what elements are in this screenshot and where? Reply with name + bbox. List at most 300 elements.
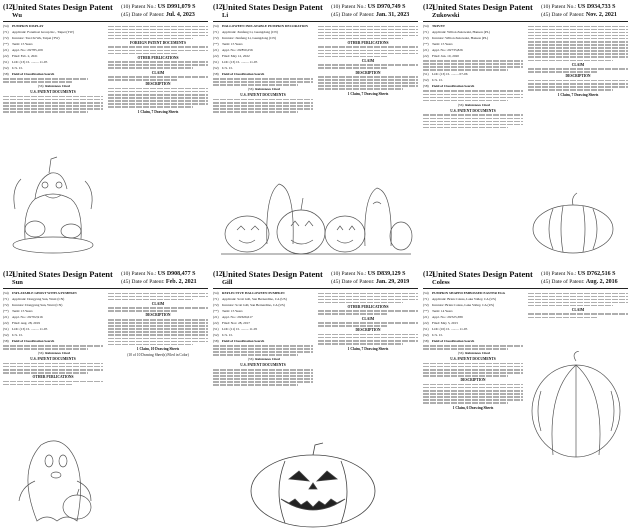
code: (21) (423, 314, 429, 319)
applicant-field (423, 297, 523, 302)
right-column (108, 24, 208, 114)
text-line (108, 293, 208, 295)
inventor: Dongyang Sun, Wuxi (CN) (25, 302, 63, 307)
text-line (213, 81, 313, 83)
field-search (423, 84, 523, 89)
uscl-field (3, 333, 103, 338)
applicant-field (423, 30, 523, 35)
doc-kind-code: (12) (423, 3, 435, 11)
text-line (213, 354, 298, 356)
term-field (3, 309, 103, 314)
doc-kind-code: (12) (213, 3, 225, 11)
text-line (108, 338, 208, 340)
text-line (108, 344, 193, 346)
text-line (318, 343, 403, 345)
label: Term: (222, 308, 231, 313)
code: (52) (423, 332, 429, 337)
reflective-pumpkin-figure (233, 441, 393, 528)
code: (52) (3, 65, 9, 70)
code: (54) (3, 291, 9, 295)
refs-field (3, 84, 103, 89)
label: Applicant: (12, 29, 27, 34)
code: (21) (3, 314, 9, 319)
text-line (108, 331, 208, 333)
patent-number-line (121, 271, 196, 277)
text-line (3, 363, 103, 365)
inventor: Jianfeng Li, Guangdong (CN) (235, 35, 276, 40)
us-docs-heading: U.S. PATENT DOCUMENTS (30, 357, 76, 362)
text-line (318, 76, 418, 78)
text-line (213, 378, 313, 380)
code: (51) (3, 326, 9, 331)
text-line (528, 86, 628, 88)
text-line (318, 325, 388, 327)
text-line (528, 89, 613, 91)
appl-no: 29/735,826 (447, 47, 463, 52)
inventor-field (3, 303, 103, 308)
text-line (318, 310, 418, 312)
text-line (528, 35, 628, 37)
label: Filed: (432, 320, 440, 325)
text-line (108, 322, 208, 324)
left-column (423, 24, 523, 130)
claim-heading: CLAIM (571, 307, 585, 312)
text-line (423, 396, 523, 398)
text-line (423, 69, 508, 71)
us-docs-heading: U.S. PATENT DOCUMENTS (30, 90, 76, 95)
text-line (213, 384, 298, 386)
patent-page-1 (3, 3, 208, 261)
claim-heading: CLAIM (571, 62, 585, 67)
code: (51) (423, 326, 429, 331)
refs-field (423, 103, 523, 108)
description-heading: DESCRIPTION (565, 74, 591, 79)
code: (56) (247, 87, 254, 92)
text-line (528, 60, 613, 62)
code: (71) (423, 29, 429, 34)
field-search (3, 339, 103, 344)
patent-date-line (121, 12, 195, 18)
claim-heading: CLAIM (361, 58, 375, 63)
label: Appl. No.: (432, 47, 447, 52)
patent-header (213, 3, 418, 22)
refs-field (213, 357, 313, 362)
locarno: LOC (13) Cl. ......... 07-06 (432, 72, 468, 77)
code: (22) (3, 320, 9, 325)
code: (**) (213, 308, 219, 313)
label: Term: (432, 308, 441, 313)
header-inventor: Zukowski (432, 12, 460, 19)
text-line (3, 366, 103, 368)
appl-no: 29/525,389 (447, 314, 463, 319)
text-line (528, 296, 628, 298)
right-column (318, 24, 418, 96)
locarno: LOC (13) Cl. ......... 11-05 (12, 326, 48, 331)
label: Filed: (432, 53, 440, 58)
number-label: Patent No.: (131, 271, 157, 277)
code: (**) (423, 308, 429, 313)
text-line (318, 32, 418, 34)
code-45: (45) (121, 279, 131, 285)
patent-date-line (331, 279, 409, 285)
left-column (3, 24, 103, 114)
text-line (528, 53, 628, 55)
text-line (318, 322, 418, 324)
text-line (528, 29, 628, 31)
text-line (528, 68, 628, 70)
text-line (108, 35, 208, 37)
us-docs-heading: U.S. PATENT DOCUMENTS (240, 363, 286, 368)
text-line (318, 88, 403, 90)
applicant-field (3, 297, 103, 302)
title-field (213, 24, 313, 29)
code: (51) (423, 72, 429, 77)
applicant: Scott Gill, San Bernardino, CA (US) (237, 296, 287, 301)
refs-heading: References Cited (465, 102, 490, 107)
loc-field (3, 327, 103, 332)
text-line (528, 302, 628, 304)
text-line (108, 88, 208, 90)
text-line (213, 348, 313, 350)
text-line (3, 81, 73, 83)
code: (**) (423, 41, 429, 46)
text-line (108, 46, 208, 48)
text-line (108, 106, 193, 108)
text-line (423, 121, 523, 123)
text-line (3, 102, 103, 104)
loc-field (423, 72, 523, 77)
text-line (213, 84, 298, 86)
code: (54) (423, 24, 429, 28)
code: (58) (3, 71, 9, 76)
code: (71) (213, 29, 219, 34)
code: (52) (423, 78, 429, 83)
applicant-field (3, 30, 103, 35)
text-line (423, 124, 523, 126)
claims-count: 1 Claim, 7 Drawing Sheets (347, 92, 389, 96)
filed-field (213, 321, 313, 326)
text-line (3, 108, 103, 110)
label: Filed: (222, 320, 230, 325)
code: (56) (457, 351, 464, 356)
patent-header (3, 3, 208, 22)
label: U.S. Cl. (222, 65, 233, 70)
text-line (108, 26, 208, 28)
text-line (528, 32, 628, 34)
code: (22) (423, 320, 429, 325)
text-line (318, 53, 418, 55)
code-45: (45) (331, 12, 341, 18)
refs-heading: References Cited (45, 351, 70, 356)
code-10: (10) (541, 271, 551, 277)
code: (22) (213, 320, 219, 325)
header-title: United States Design Patent (222, 3, 323, 12)
text-line (423, 97, 523, 99)
text-line (3, 345, 103, 347)
applicant: Foremost Group Inc., Taipei (TW) (27, 29, 74, 34)
term: 14 Years (440, 308, 453, 313)
text-line (318, 313, 388, 315)
text-line (108, 94, 208, 96)
claims-count: 1 Claim, 7 Drawing Sheets (137, 109, 179, 114)
patent-page-2 (213, 3, 418, 261)
text-line (318, 46, 418, 48)
text-line (108, 325, 208, 327)
pumpkin-display-figure (5, 149, 101, 259)
patent-date: Jan. 29, 2019 (375, 279, 410, 285)
number-label: Patent No.: (341, 4, 367, 10)
code: (54) (213, 24, 219, 28)
claim-heading: CLAIM (151, 301, 165, 306)
text-line (423, 63, 523, 65)
text-line (423, 345, 523, 347)
text-line (423, 348, 508, 350)
other-pubs-heading: OTHER PUBLICATIONS (137, 55, 179, 60)
date-label: Date of Patent: (131, 12, 165, 18)
text-line (423, 114, 523, 116)
code: (22) (213, 53, 219, 58)
doc-kind-code: (12) (3, 270, 15, 278)
code: (58) (423, 84, 429, 89)
header-title: United States Design Patent (222, 270, 323, 279)
appl-no: 29/626,617 (237, 314, 253, 319)
other-pubs-heading: OTHER PUBLICATIONS (32, 375, 74, 380)
text-line (108, 53, 178, 55)
appl-no: 29/702,916 (27, 314, 43, 319)
text-line (423, 369, 523, 371)
date-label: Date of Patent: (551, 279, 585, 285)
patent-number: US D762,516 S (577, 271, 616, 277)
filed-date: Jun. 10, 2020 (440, 53, 460, 58)
refs-heading: References Cited (255, 87, 280, 92)
code: (22) (423, 53, 429, 58)
code-45: (45) (121, 12, 131, 18)
text-line (213, 111, 298, 113)
right-column (528, 291, 628, 320)
text-line (108, 296, 208, 298)
loc-field (423, 327, 523, 332)
claims-count: 1 Claim, 10 Drawing Sheets (136, 347, 180, 352)
inventor-field (3, 36, 103, 41)
text-line (528, 71, 598, 73)
header-inventor: Sun (12, 279, 23, 286)
text-line (213, 102, 313, 104)
text-line (423, 94, 523, 96)
other-pubs-heading: OTHER PUBLICATIONS (347, 40, 389, 45)
code: (72) (3, 35, 9, 40)
text-line (423, 127, 508, 129)
code: (72) (213, 302, 219, 307)
code: (56) (37, 84, 44, 89)
filed-date: May 5, 2015 (440, 320, 459, 325)
header-title: United States Design Patent (12, 270, 113, 279)
text-line (108, 61, 208, 63)
text-line (423, 402, 508, 404)
design-title: PUMPKIN DISPLAY (12, 24, 44, 28)
term: 15 Years (20, 308, 33, 313)
design-title: REFLECTIVE HALLOWEEN PUMPKIN (222, 291, 285, 295)
locarno: LOC (13) Cl. ......... 11-05 (12, 59, 48, 64)
text-line (423, 100, 508, 102)
uscl-field (423, 333, 523, 338)
term-field (423, 42, 523, 47)
label: Filed: (12, 53, 20, 58)
code: (58) (3, 338, 9, 343)
text-line (108, 76, 208, 78)
label: Inventor: (222, 35, 235, 40)
text-line (423, 118, 523, 120)
locarno: LOC (11) Cl. ......... 11-05 (222, 326, 258, 331)
label: Appl. No.: (12, 47, 27, 52)
appl-no: 29/850,256 (237, 47, 253, 52)
left-column (213, 291, 313, 388)
header-inventor: Coless (432, 279, 450, 286)
text-line (528, 47, 628, 49)
inventor-field (423, 303, 523, 308)
code: (71) (3, 296, 9, 301)
term: 15 Years (230, 308, 243, 313)
text-line (108, 334, 208, 336)
text-line (3, 96, 103, 98)
patent-number: US D970,749 S (367, 4, 406, 10)
patent-number: US D991,079 S (157, 4, 196, 10)
text-line (528, 80, 628, 82)
text-line (108, 103, 208, 105)
patent-date: Aug. 2, 2016 (585, 279, 618, 285)
refs-heading: References Cited (465, 351, 490, 356)
code: (21) (213, 314, 219, 319)
code-45: (45) (541, 279, 551, 285)
text-line (108, 67, 193, 69)
label: Inventor: (12, 35, 25, 40)
date-label: Date of Patent: (551, 12, 585, 18)
term-field (213, 42, 313, 47)
applicant: Jianfeng Li, Guangdong (CN) (237, 29, 278, 34)
label: Inventor: (432, 302, 445, 307)
text-line (213, 345, 313, 347)
text-line (423, 60, 523, 62)
date-label: Date of Patent: (341, 279, 375, 285)
applicant: Dongyang Sun, Wuxi (CN) (27, 296, 65, 301)
text-line (423, 387, 523, 389)
text-line (528, 44, 628, 46)
code-10: (10) (331, 271, 341, 277)
date-label: Date of Patent: (131, 279, 165, 285)
patent-date: Feb. 2, 2021 (165, 279, 197, 285)
figure-drawing (523, 189, 623, 259)
term: 15 Years (20, 41, 33, 46)
inventor: Scott Gill, San Bernardino, CA (US) (235, 302, 285, 307)
code: (51) (213, 59, 219, 64)
code: (56) (247, 357, 254, 362)
text-line (318, 296, 418, 298)
label: Inventor: (222, 302, 235, 307)
text-line (108, 310, 178, 312)
code: (54) (423, 291, 429, 295)
code: (**) (3, 308, 9, 313)
right-column (108, 291, 208, 357)
text-line (528, 38, 628, 40)
code: (21) (423, 47, 429, 52)
left-column (3, 291, 103, 387)
design-title: INFLATABLE GHOST WITH A PUMPKIN (12, 291, 77, 295)
left-column (213, 24, 313, 114)
text-line (318, 299, 418, 301)
text-line (3, 105, 103, 107)
title-field (423, 24, 523, 29)
header-title: United States Design Patent (432, 270, 533, 279)
code: (72) (3, 302, 9, 307)
date-label: Date of Patent: (341, 12, 375, 18)
text-line (3, 369, 103, 371)
patent-date: Jul. 4, 2023 (165, 12, 195, 18)
number-label: Patent No.: (341, 271, 367, 277)
text-line (213, 351, 313, 353)
patent-header (423, 3, 628, 22)
label: Applicant: (222, 29, 237, 34)
refs-field (213, 87, 313, 92)
filed-field (213, 54, 313, 59)
loc-field (213, 60, 313, 65)
term: 15 Years (440, 41, 453, 46)
text-line (3, 78, 88, 80)
doc-kind-code: (12) (423, 270, 435, 278)
label: Field of Classification Search (222, 71, 265, 76)
loc-field (213, 327, 313, 332)
header-inventor: Gill (222, 279, 233, 286)
header-title: United States Design Patent (432, 3, 533, 12)
loc-field (3, 60, 103, 65)
text-line (318, 340, 418, 342)
patent-page-4 (3, 270, 208, 528)
inventor-field (213, 36, 313, 41)
text-line (318, 67, 388, 69)
field-search (423, 339, 523, 344)
label: Field of Classification Search (12, 71, 55, 76)
label: Field of Classification Search (432, 84, 475, 89)
inventor-field (213, 303, 313, 308)
code-10: (10) (121, 4, 131, 10)
locarno: LOC (10) Cl. ......... 11-05 (432, 326, 468, 331)
header-inventor: Li (222, 12, 229, 19)
applicant-field (213, 297, 313, 302)
code: (72) (213, 35, 219, 40)
text-line (318, 50, 418, 52)
text-line (423, 399, 523, 401)
refs-field (3, 351, 103, 356)
label: Filed: (222, 53, 230, 58)
text-line (318, 334, 418, 336)
filed-date: Aug. 28, 2019 (20, 320, 40, 325)
text-line (318, 35, 418, 37)
text-line (3, 348, 88, 350)
text-line (423, 384, 523, 386)
field-search (213, 339, 313, 344)
label: Applicant: (12, 296, 27, 301)
code: (72) (423, 35, 429, 40)
inflatable-pumpkins-figure (217, 174, 413, 260)
label: Appl. No.: (12, 314, 27, 319)
label: U.S. Cl. (12, 65, 23, 70)
patent-date: Jan. 31, 2023 (375, 12, 410, 18)
text-line (3, 372, 88, 374)
inventor: Tai-Chi Wu, Taipei (TW) (25, 35, 60, 40)
code: (21) (213, 47, 219, 52)
other-pubs-heading: OTHER PUBLICATIONS (347, 304, 389, 309)
claim-heading: CLAIM (361, 316, 375, 321)
title-field (3, 291, 103, 296)
text-line (213, 108, 313, 110)
